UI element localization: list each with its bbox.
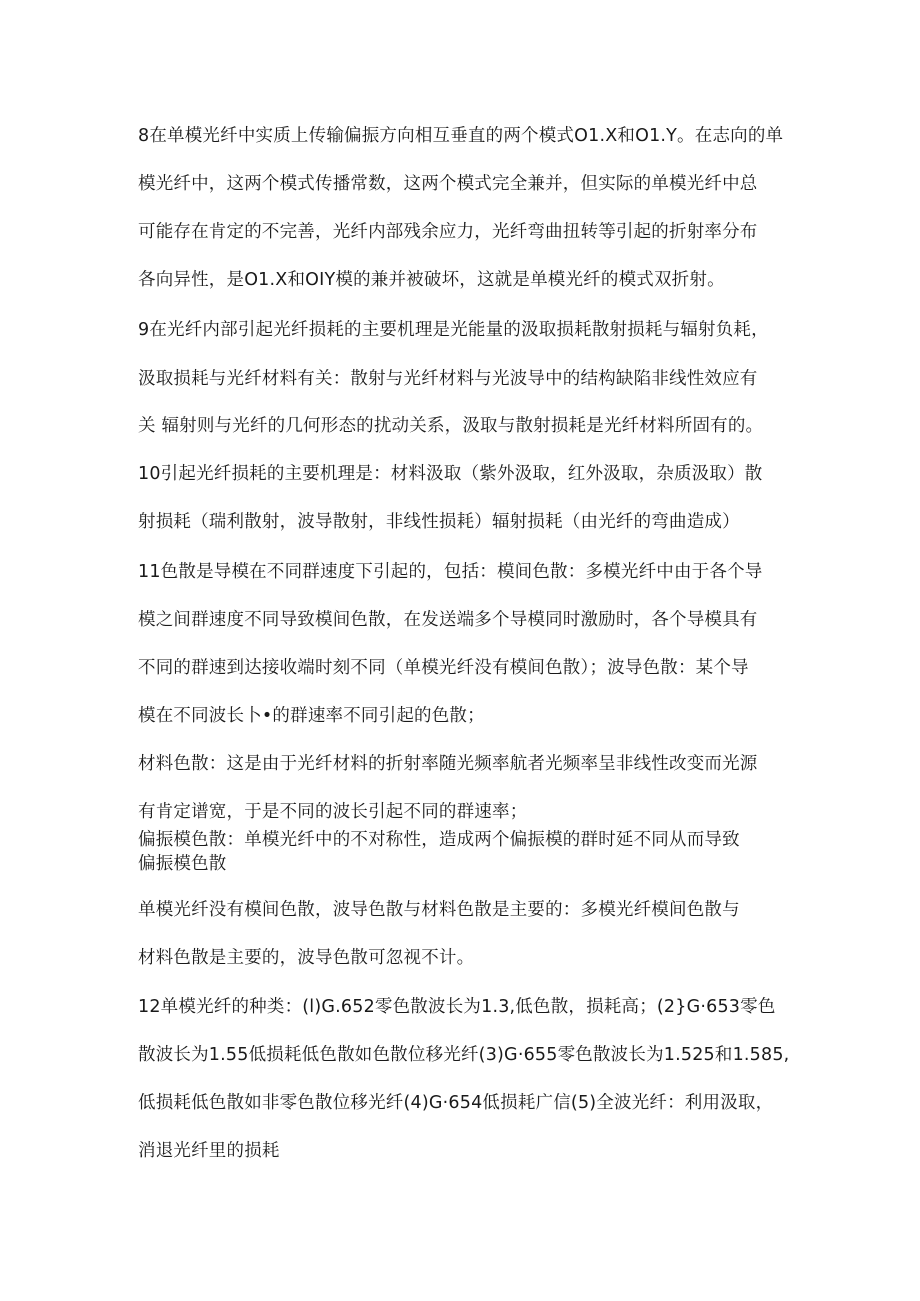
text-line: 12单模光纤的种类：(l)G.652零色散波长为1.3,低色散，损耗高；(2}G·653零色 <box>138 997 776 1017</box>
text-line: 可能存在肯定的不完善，光纤内部残余应力，光纤弯曲扭转等引起的折射率分布 <box>138 222 758 242</box>
text-line: 8在单模光纤中实质上传输偏振方向相互垂直的两个模式O1.X和O1.Y。在志向的单 <box>138 126 784 146</box>
text-line: 偏振模色散 <box>138 854 227 874</box>
text-line: 模之间群速度不同导致模间色散，在发送端多个导模同时激励时，各个导模具有 <box>138 610 758 630</box>
text-line: 单模光纤没有模间色散，波导色散与材料色散是主要的：多模光纤模间色散与 <box>138 900 740 920</box>
text-line: 材料色散是主要的，波导色散可忽视不计。 <box>138 948 475 968</box>
text-line: 散波长为1.55低损耗低色散如色散位移光纤(3)G·655零色散波长为1.525和1.585, <box>138 1045 790 1065</box>
text-line: 消退光纤里的损耗 <box>138 1141 280 1161</box>
text-line: 模在不同波长卜•的群速率不同引起的色散； <box>138 706 485 726</box>
text-line: 不同的群速到达接收端时刻不同（单模光纤没有模间色散）；波导色散：某个导 <box>138 658 749 678</box>
text-line: 各向异性，是O1.X和OIY模的兼并被破坏，这就是单模光纤的模式双折射。 <box>138 270 725 290</box>
text-line: 材料色散：这是由于光纤材料的折射率随光频率航者光频率呈非线性改变而光源 <box>138 754 758 774</box>
text-line: 低损耗低色散如非零色散位移光纤(4)G·654低损耗广信(5)全波光纤：利用汲取， <box>138 1093 774 1113</box>
text-line: 有肯定谱宽，于是不同的波长引起不同的群速率； <box>138 802 528 822</box>
text-line: 射损耗（瑞利散射，波导散射，非线性损耗）辐射损耗（由光纤的弯曲造成） <box>138 512 740 532</box>
text-line: 偏振模色散：单模光纤中的不对称性，造成两个偏振模的群时延不同从而导致 <box>138 830 740 850</box>
text-line: 汲取损耗与光纤材料有关：散射与光纤材料与光波导中的结构缺陷非线性效应有 <box>138 369 758 389</box>
text-line: 模光纤中，这两个模式传播常数，这两个模式完全兼并，但实际的单模光纤中总 <box>138 174 758 194</box>
text-line: 9在光纤内部引起光纤损耗的主要机理是光能量的汲取损耗散射损耗与辐射负耗， <box>138 320 769 340</box>
text-line: 关 辐射则与光纤的几何形态的扰动关系，汲取与散射损耗是光纤材料所固有的。 <box>138 416 764 436</box>
text-line: 11色散是导模在不同群速度下引起的，包括：模间色散：多模光纤中由于各个导 <box>138 562 763 582</box>
text-line: 10引起光纤损耗的主要机理是：材料汲取（紫外汲取，红外汲取，杂质汲取）散 <box>138 464 763 484</box>
